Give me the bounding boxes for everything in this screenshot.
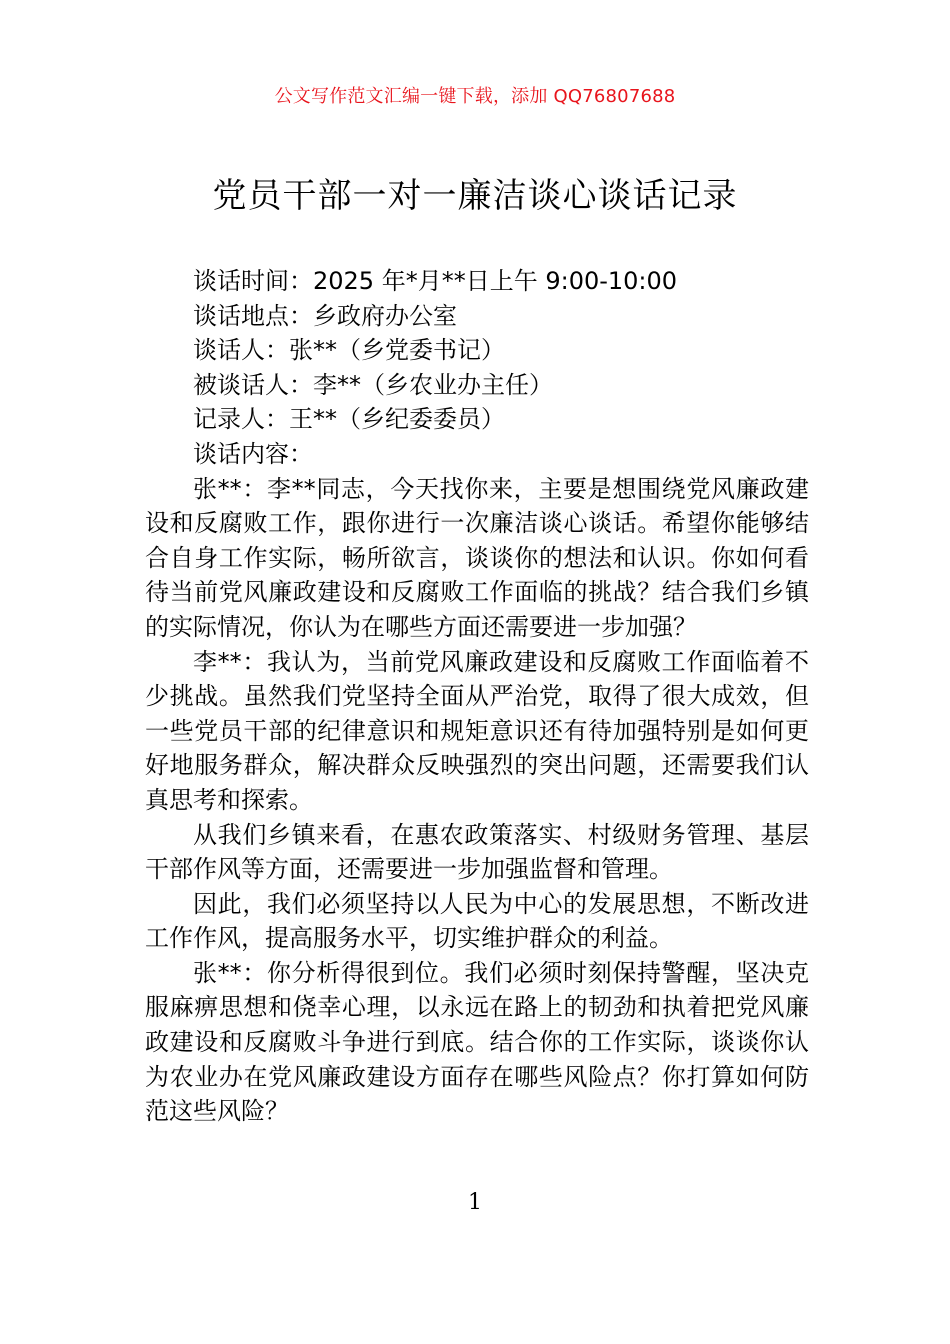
- page-number: 1: [468, 1190, 482, 1215]
- meta-interview-time: 谈话时间：2025 年*月**日上午 9:00-10:00: [193, 267, 678, 295]
- meta-interview-location: 谈话地点：乡政府办公室: [193, 301, 457, 330]
- paragraph: 李**：我认为，当前党风廉政建设和反腐败工作面临着不少挑战。虽然我们党坚持全面从严治党，取得了很大成效，但一些党员干部的纪律意识和规矩意识还有待加强特别是如何更好地服务群众，解决群众反映强烈的突出问题，还需要我们认真思考和探索。: [145, 647, 809, 814]
- paragraph: 从我们乡镇来看，在惠农政策落实、村级财务管理、基层干部作风等方面，还需要进一步加强监督和管理。: [145, 820, 809, 884]
- paragraph: 张**：你分析得很到位。我们必须时刻保持警醒，坚决克服麻痹思想和侥幸心理，以永远在路上的韧劲和执着把党风廉政建设和反腐败斗争进行到底。结合你的工作实际，谈谈你认为农业办在党风廉政建设方面存在哪些风险点？你打算如何防范这些风险？: [145, 958, 809, 1126]
- document-title: 党员干部一对一廉洁谈心谈话记录: [212, 176, 738, 216]
- meta-interviewee: 被谈话人：李**（乡农业办主任）: [193, 370, 553, 399]
- paragraph: 张**：李**同志，今天找你来，主要是想围绕党风廉政建设和反腐败工作，跟你进行一次廉洁谈心谈话。希望你能够结合自身工作实际，畅所欲言，谈谈你的想法和认识。你如何看待当前党风廉政建设和反腐败工作面临的挑战？结合我们乡镇的实际情况，你认为在哪些方面还需要进一步加强？: [145, 474, 809, 641]
- meta-recorder: 记录人：王**（乡纪委委员）: [193, 405, 505, 434]
- promo-header-text: 公文写作范文汇编一键下载，添加 QQ76807688: [274, 86, 676, 107]
- meta-content-label: 谈话内容：: [193, 439, 313, 468]
- meta-interviewer: 谈话人：张**（乡党委书记）: [193, 336, 505, 365]
- document-body: [145, 264, 809, 1129]
- paragraph: 因此，我们必须坚持以人民为中心的发展思想，不断改进工作作风，提高服务水平，切实维护群众的利益。: [145, 889, 809, 953]
